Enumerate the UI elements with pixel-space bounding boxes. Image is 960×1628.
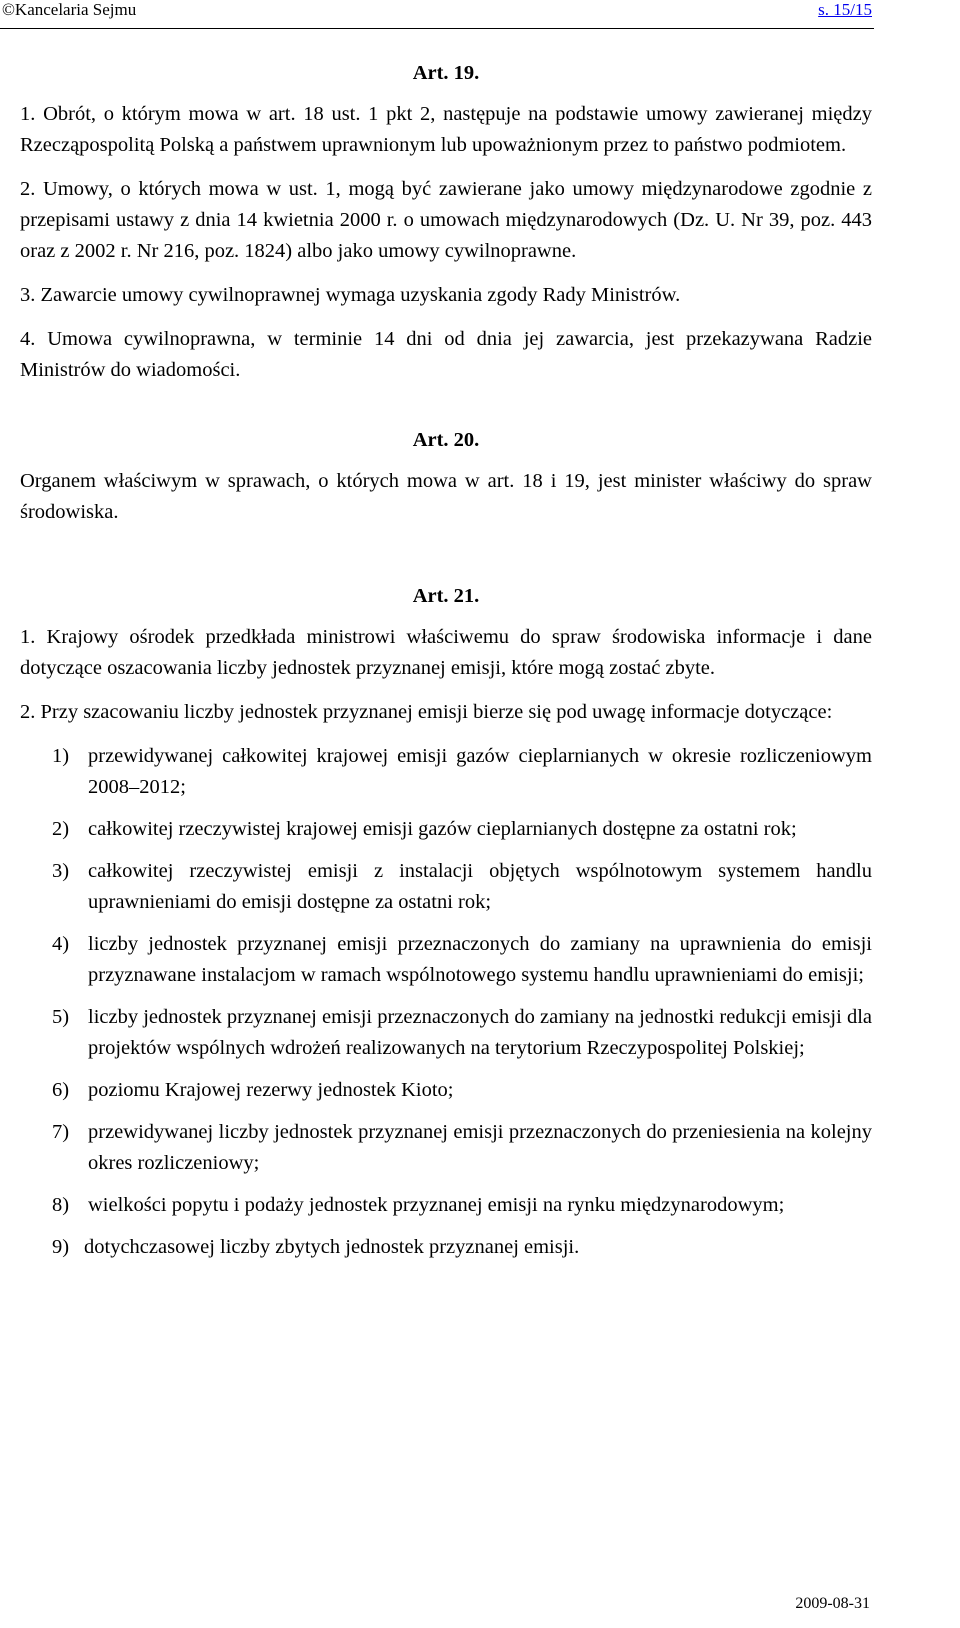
list-item-number: 1): [52, 745, 70, 767]
article-20-paragraph-1: Organem właściwym w sprawach, o których mowa w art. 18 i 19, jest minister właściwy do spraw środowiska.: [20, 470, 872, 523]
list-item-text: poziomu Krajowej rezerwy jednostek Kioto;: [88, 1079, 454, 1101]
list-item-text: przewidywanej liczby jednostek przyznanej emisji przeznaczonych do przeniesienia na kolejny okres rozliczeniowy;: [88, 1121, 872, 1174]
article-19-title: Art. 19.: [412, 62, 480, 84]
article-21-list: [20, 741, 872, 1263]
article-19-paragraph-3: 3. Zawarcie umowy cywilnoprawnej wymaga uzyskania zgody Rady Ministrów.: [20, 284, 681, 306]
article-19-paragraph-2: 2. Umowy, o których mowa w ust. 1, mogą być zawierane jako umowy międzynarodowe zgodnie z przepisami ustawy z dnia 14 kwietnia 2000 r. o umowach międzynarodowych (Dz. U. Nr 39, poz. 443 oraz z 2002 r. Nr 216, poz. 1824) albo jako umowy cywilnoprawne.: [20, 178, 872, 262]
list-item-number: 2): [52, 818, 70, 840]
list-item-number: 3): [52, 860, 70, 882]
article-20-title: Art. 20.: [412, 429, 480, 451]
footer-date: 2009-08-31: [795, 1595, 870, 1612]
list-item: [20, 814, 872, 845]
list-item-text: przewidywanej całkowitej krajowej emisji gazów cieplarnianych w okresie rozliczeniowym 2008–2012;: [88, 745, 872, 798]
article-19-paragraph-1: 1. Obrót, o którym mowa w art. 18 ust. 1 pkt 2, następuje na podstawie umowy zawieranej między Rzecząpospolitą Polską a państwem uprawnionym lub upoważnionym przez to państwo podmiotem.: [20, 103, 872, 156]
list-item-number: 9): [52, 1236, 70, 1258]
list-item: [20, 1232, 872, 1263]
article-21-paragraph-1: 1. Krajowy ośrodek przedkłada ministrowi właściwemu do spraw środowiska informacje i dane dotyczące oszacowania liczby jednostek przyznanej emisji, które mogą zostać zbyte.: [20, 626, 872, 679]
article-21-title: Art. 21.: [412, 585, 480, 607]
list-item-text: liczby jednostek przyznanej emisji przeznaczonych do zamiany na uprawnienia do emisji przyznawane instalacjom w ramach wspólnotowego systemu handlu uprawnieniami do emisji;: [88, 933, 872, 986]
list-item-text: całkowitej rzeczywistej krajowej emisji gazów cieplarnianych dostępne za ostatni rok;: [88, 818, 797, 840]
copyright-label: ©Kancelaria Sejmu: [2, 0, 137, 19]
list-item-number: 7): [52, 1121, 70, 1143]
list-item: [20, 741, 872, 803]
list-item-text: liczby jednostek przyznanej emisji przeznaczonych do zamiany na jednostki redukcji emisji dla projektów wspólnych wdrożeń realizowanych na terytorium Rzeczypospolitej Polskiej;: [88, 1006, 872, 1059]
list-item-number: 4): [52, 933, 70, 955]
list-item-number: 6): [52, 1079, 70, 1101]
article-19-paragraph-4: 4. Umowa cywilnoprawna, w terminie 14 dni od dnia jej zawarcia, jest przekazywana Radzie Ministrów do wiadomości.: [20, 328, 872, 381]
list-item-text: dotychczasowej liczby zbytych jednostek przyznanej emisji.: [84, 1236, 580, 1258]
page-number[interactable]: [818, 0, 872, 20]
list-item: [20, 1190, 872, 1221]
list-item: [20, 1075, 872, 1106]
list-item: [20, 1117, 872, 1179]
list-item: [20, 1002, 872, 1064]
document-body: [20, 58, 872, 1274]
list-item-text: całkowitej rzeczywistej emisji z instalacji objętych wspólnotowym systemem handlu uprawnieniami do emisji dostępne za ostatni rok;: [88, 860, 872, 913]
page-number-link[interactable]: s. 15/15: [818, 0, 872, 19]
list-item: [20, 929, 872, 991]
list-item: [20, 856, 872, 918]
page-header: [0, 0, 874, 29]
article-21-paragraph-2: 2. Przy szacowaniu liczby jednostek przyznanej emisji bierze się pod uwagę informacje dotyczące:: [20, 701, 833, 723]
list-item-number: 5): [52, 1006, 70, 1028]
list-item-text: wielkości popytu i podaży jednostek przyznanej emisji na rynku międzynarodowym;: [88, 1194, 785, 1216]
list-item-number: 8): [52, 1194, 70, 1216]
